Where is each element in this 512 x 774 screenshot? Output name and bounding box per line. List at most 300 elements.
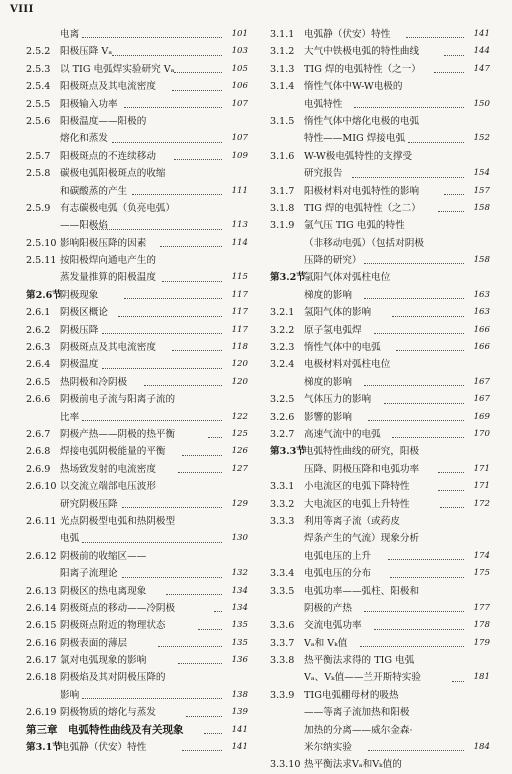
toc-entry-title: 阴极斑点及其电流密度 <box>60 342 156 354</box>
toc-entry <box>26 722 248 739</box>
toc-entry-number: 3.3.2 <box>270 498 295 510</box>
dot-leader <box>102 333 222 334</box>
dot-leader <box>198 629 222 630</box>
toc-entry-number: 3.1.6 <box>270 150 295 162</box>
toc-entry-page: 169 <box>473 411 490 422</box>
dot-leader <box>364 298 464 299</box>
toc-entry <box>270 322 490 339</box>
toc-entry-page: 166 <box>473 324 490 335</box>
toc-entry-title: 光点阴极型电弧和热阴极型 <box>60 515 176 527</box>
toc-entry-number: 3.1.8 <box>270 202 295 214</box>
dot-leader <box>82 37 222 38</box>
dot-leader <box>388 559 464 560</box>
toc-entry <box>26 43 248 60</box>
toc-entry-number: 2.6.3 <box>26 342 51 354</box>
dot-leader <box>112 142 222 143</box>
toc-entry-page: 179 <box>473 637 490 648</box>
toc-entry-page: 172 <box>473 498 490 509</box>
toc-entry-page: 152 <box>473 133 490 144</box>
toc-entry-number: 2.6.17 <box>26 655 57 667</box>
toc-entry <box>270 235 490 252</box>
toc-entry-title: 惰性气体中熔化电极的电弧 <box>304 115 420 127</box>
toc-entry-title: 阳极温度——阳极的 <box>60 115 147 127</box>
toc-entry-page: 120 <box>231 359 248 370</box>
dot-leader <box>208 437 222 438</box>
dot-leader <box>178 472 222 473</box>
toc-entry-number: 第3.1节 <box>26 742 62 754</box>
toc-entry-number: 2.5.7 <box>26 150 51 162</box>
toc-entry-number: 3.1.7 <box>270 185 295 197</box>
toc-entry <box>26 409 248 426</box>
toc-entry-page: 184 <box>473 742 490 753</box>
toc-entry <box>26 269 248 286</box>
dot-leader <box>162 281 222 282</box>
toc-entry-page: 136 <box>231 655 248 666</box>
toc-entry-title: 热平衡法求Vₐ和Vₖ值的 <box>304 759 402 771</box>
toc-entry-title: 比率 <box>60 411 80 423</box>
toc-entry-title: 小电流区的电弧下降特性 <box>304 481 410 493</box>
toc-entry-number: 2.6.14 <box>26 602 57 614</box>
toc-entry-number: 2.6.19 <box>26 707 57 719</box>
toc-entry-title: 阳极材料对电弧特性的影响 <box>304 185 420 197</box>
toc-entry-number: 2.6.6 <box>26 394 51 406</box>
toc-entry <box>26 600 248 617</box>
dot-leader <box>160 246 222 247</box>
dot-leader <box>364 385 464 386</box>
toc-entry-number: 3.1.4 <box>270 81 295 93</box>
dot-leader <box>112 55 222 56</box>
toc-entry <box>26 304 248 321</box>
toc-entry <box>270 43 490 60</box>
dot-leader <box>182 750 222 751</box>
toc-entry <box>270 513 490 530</box>
toc-entry-number: 3.2.5 <box>270 394 295 406</box>
toc-entry-title: W-W极电弧特性的支撑受 <box>304 150 413 162</box>
toc-entry-title: 电弧静（伏安）特性 <box>60 742 147 754</box>
toc-entry <box>270 183 490 200</box>
toc-entry-page: 132 <box>231 568 248 579</box>
toc-entry <box>270 530 490 547</box>
toc-entry <box>26 426 248 443</box>
toc-entry-number: 2.6.10 <box>26 481 57 493</box>
dot-leader <box>390 577 464 578</box>
toc-entry-page: 174 <box>473 550 490 561</box>
toc-entry-number: 2.6.5 <box>26 376 51 388</box>
toc-entry <box>270 78 490 95</box>
dot-leader <box>132 194 222 195</box>
toc-entry-title: 梯度的影响 <box>304 376 352 388</box>
toc-entry-number: 3.1.2 <box>270 46 295 58</box>
dot-leader <box>122 507 222 508</box>
toc-entry-number: 3.3.6 <box>270 620 295 632</box>
toc-entry-title: 研究报告 <box>304 168 343 180</box>
toc-entry-number: 2.6.18 <box>26 672 57 684</box>
toc-entry-page: 150 <box>473 98 490 109</box>
toc-entry-page: 122 <box>231 411 248 422</box>
toc-entry-title: 氩阳气体对弧柱电位 <box>304 272 391 284</box>
dot-leader <box>374 629 464 630</box>
toc-entry <box>270 409 490 426</box>
toc-entry-page: 125 <box>231 428 248 439</box>
toc-entry-title: 熔化和蒸发 <box>60 133 108 145</box>
toc-entry <box>26 96 248 113</box>
dot-leader <box>172 90 222 91</box>
toc-entry-page: 134 <box>231 602 248 613</box>
toc-entry <box>26 461 248 478</box>
dot-leader <box>434 72 464 73</box>
toc-entry-number: 2.5.5 <box>26 98 51 110</box>
toc-entry-title: 特性——MIG 焊接电弧 <box>304 133 406 145</box>
toc-entry-number: 2.6.15 <box>26 620 57 632</box>
toc-entry <box>270 617 490 634</box>
toc-entry-title: 电弧电压的分布 <box>304 568 372 580</box>
dot-leader <box>438 211 464 212</box>
toc-entry <box>270 600 490 617</box>
page-number: VIII <box>10 4 34 15</box>
toc-entry-title: 碳极电弧阳极斑点的收缩 <box>60 168 166 180</box>
toc-entry-title: 阴极前的收缩区—— <box>60 550 147 562</box>
toc-entry <box>270 374 490 391</box>
toc-entry-title: 氯对电弧现象的影响 <box>60 655 147 667</box>
toc-entry-page: 181 <box>473 672 490 683</box>
toc-entry-title: 阴极区概论 <box>60 307 108 319</box>
toc-entry <box>26 669 248 686</box>
toc-entry-page: 166 <box>473 342 490 353</box>
dot-leader <box>82 698 222 699</box>
toc-entry <box>26 635 248 652</box>
toc-entry-number: 2.6.2 <box>26 324 51 336</box>
toc-entry-page: 178 <box>473 620 490 631</box>
toc-entry-number: 第3.3节 <box>270 446 306 458</box>
toc-entry <box>26 148 248 165</box>
dot-leader <box>396 350 464 351</box>
toc-entry-title: TIG 焊的电弧特性（之二） <box>304 202 421 214</box>
toc-entry-number: 2.6.16 <box>26 637 57 649</box>
toc-entry-page: 103 <box>231 46 248 57</box>
toc-entry-title: 阳极压降 Vₐ <box>60 46 113 58</box>
toc-entry-page: 115 <box>231 272 248 283</box>
toc-entry <box>26 391 248 408</box>
toc-entry <box>26 339 248 356</box>
toc-entry <box>270 356 490 373</box>
toc-entry <box>26 183 248 200</box>
toc-entry-number: 2.6.7 <box>26 428 51 440</box>
toc-entry-title: 氩气压 TIG 电弧的特性 <box>304 220 405 232</box>
toc-entry-number: 3.1.9 <box>270 220 295 232</box>
toc-entry-page: 171 <box>473 481 490 492</box>
toc-entry-number: 3.3.4 <box>270 568 295 580</box>
toc-entry-title: 电弧静（伏安）特性 <box>304 29 391 40</box>
dot-leader <box>408 142 464 143</box>
toc-entry <box>26 61 248 78</box>
toc-entry <box>26 165 248 182</box>
toc-entry <box>26 130 248 147</box>
toc-entry-page: 135 <box>231 620 248 631</box>
dot-leader <box>82 542 222 543</box>
toc-entry-title: 影響的影响 <box>304 411 352 423</box>
toc-entry <box>26 687 248 704</box>
toc-entry-title: ——阳极焰 <box>60 220 108 232</box>
toc-entry-number: 2.6.4 <box>26 359 51 371</box>
dot-leader <box>182 455 222 456</box>
toc-entry-title: 以交流立端部电压波形 <box>60 481 156 493</box>
toc-entry-title: TIG 焊的电弧特性（之一） <box>304 63 421 75</box>
toc-entry-page: 141 <box>231 724 248 735</box>
dot-leader <box>438 490 464 491</box>
toc-entry-number: 3.2.3 <box>270 342 295 354</box>
toc-entry <box>26 617 248 634</box>
dot-leader <box>172 350 222 351</box>
toc-entry-page: 141 <box>473 29 490 39</box>
toc-entry-title: 电弧特性 <box>304 98 343 110</box>
toc-entry-number: 2.5.9 <box>26 202 51 214</box>
toc-entry-title: 热阴极和冷阴极 <box>60 376 128 388</box>
toc-entry-title: 加热的分离——威尔金森· <box>304 724 413 736</box>
toc-entry <box>270 461 490 478</box>
dot-leader <box>214 611 222 612</box>
toc-entry <box>26 496 248 513</box>
toc-entry-page: 106 <box>231 81 248 92</box>
toc-entry-number: 3.3.1 <box>270 481 295 493</box>
toc-entry-title: 阳极斑点及其电流密度 <box>60 81 156 93</box>
dot-leader <box>122 577 222 578</box>
toc-entry-title: 阴极产热——阴极的热平衡 <box>60 428 176 440</box>
toc-entry-number: 2.5.6 <box>26 115 51 127</box>
toc-entry-page: 141 <box>231 742 248 753</box>
toc-entry <box>270 687 490 704</box>
toc-entry <box>270 583 490 600</box>
toc-entry-title: 电弧功率——弧柱、阳极和 <box>304 585 420 597</box>
toc-entry-title: 热场致发射的电流密度 <box>60 463 156 475</box>
toc-entry <box>270 252 490 269</box>
toc-entry-title: TIG电弧棚母材的吸热 <box>304 689 399 701</box>
dot-leader <box>144 385 222 386</box>
toc-entry-page: 167 <box>473 394 490 405</box>
toc-entry-title: 电弧特性曲线的研究，阳极 <box>304 446 420 458</box>
toc-entry-page: 134 <box>231 585 248 596</box>
toc-entry-page: 129 <box>231 498 248 509</box>
toc-entry-title: 大气中铁极电弧的特性曲线 <box>304 46 420 58</box>
toc-entry <box>270 635 490 652</box>
toc-entry-title: 高速气流中的电弧 <box>304 428 381 440</box>
toc-entry-page: 105 <box>231 63 248 74</box>
dot-leader <box>92 229 222 230</box>
dot-leader <box>186 716 222 717</box>
toc-entry-page: 127 <box>231 463 248 474</box>
toc-entry-page: 154 <box>473 168 490 179</box>
dot-leader <box>440 507 464 508</box>
toc-entry <box>26 739 248 756</box>
toc-entry-page: 114 <box>231 237 248 248</box>
toc-entry-number: 2.5.10 <box>26 237 57 249</box>
toc-entry <box>270 756 490 773</box>
dot-leader <box>444 55 464 56</box>
toc-entry-title: 压降、阴极压降和电弧功率 <box>304 463 420 475</box>
toc-entry-title: 阳离子流理论 <box>60 568 118 580</box>
toc-entry <box>270 722 490 739</box>
dot-leader <box>204 733 222 734</box>
toc-entry-title: 压降的研究） <box>304 255 362 267</box>
toc-entry-title: 阴极区的热电离现象 <box>60 585 147 597</box>
toc-entry-number: 第3.2节 <box>270 272 306 284</box>
dot-leader <box>438 472 464 473</box>
toc-entry-title: 惰性气体中的电弧 <box>304 342 381 354</box>
toc-entry-number: 3.2.2 <box>270 324 295 336</box>
toc-entry <box>26 478 248 495</box>
dot-leader <box>174 72 222 73</box>
toc-entry-page: 101 <box>231 29 248 39</box>
toc-entry-number: 3.3.10 <box>270 759 301 771</box>
toc-entry-title: 电极材料对弧柱电位 <box>304 359 391 371</box>
toc-entry <box>270 113 490 130</box>
toc-entry-title: 阴极斑点的移动——冷阴极 <box>60 602 176 614</box>
toc-entry <box>270 426 490 443</box>
toc-entry <box>270 61 490 78</box>
toc-entry-title: 大电流区的电弧上升特性 <box>304 498 410 510</box>
toc-entry <box>270 496 490 513</box>
toc-entry-page: 163 <box>473 307 490 318</box>
toc-entry-title: 影响阳极压降的因素 <box>60 237 147 249</box>
dot-leader <box>364 263 464 264</box>
toc-entry-title: 阳极输入功率 <box>60 98 118 110</box>
toc-entry-title: 阴极表面的薄层 <box>60 637 128 649</box>
toc-entry-page: 167 <box>473 376 490 387</box>
toc-entry-title: 电离 <box>60 29 80 40</box>
dot-leader <box>452 681 464 682</box>
toc-entry <box>270 339 490 356</box>
toc-entry-page: 135 <box>231 637 248 648</box>
toc-entry-number: 2.6.1 <box>26 307 51 319</box>
toc-entry <box>26 26 248 43</box>
dot-leader <box>178 663 222 664</box>
toc-entry <box>270 669 490 686</box>
toc-entry-page: 147 <box>473 63 490 74</box>
toc-entry-title: 热平衡法求得的 TIG 电弧 <box>304 655 415 667</box>
toc-entry-page: 157 <box>473 185 490 196</box>
toc-entry-title: 阴极的产热 <box>304 602 352 614</box>
dot-leader <box>392 437 464 438</box>
toc-entry-number: 3.2.4 <box>270 359 295 371</box>
toc-entry <box>270 739 490 756</box>
toc-entry-number: 2.5.4 <box>26 81 51 93</box>
toc-entry-page: 177 <box>473 602 490 613</box>
toc-entry <box>270 200 490 217</box>
dot-leader <box>374 333 464 334</box>
toc-entry <box>270 391 490 408</box>
toc-entry-title: 焊条产生的气流）现象分析 <box>304 533 420 545</box>
toc-entry-title: 气体压力的影响 <box>304 394 372 406</box>
dot-leader <box>118 316 222 317</box>
toc-entry-number: 3.2.7 <box>270 428 295 440</box>
toc-entry <box>270 548 490 565</box>
toc-entry-title: 焊接电弧阴极能量的平衡 <box>60 446 166 458</box>
toc-entry-title: 阴极温度 <box>60 359 99 371</box>
toc-entry-page: 144 <box>473 46 490 57</box>
toc-entry-number: 2.5.2 <box>26 46 51 58</box>
toc-entry-page: 111 <box>231 185 248 196</box>
toc-entry <box>26 530 248 547</box>
toc-entry-title: 第三章 电弧特性曲线及有关现象 <box>26 723 184 736</box>
toc-entry-title: 梯度的影响 <box>304 289 352 301</box>
toc-entry <box>270 165 490 182</box>
toc-entry-number: 3.3.5 <box>270 585 295 597</box>
toc-entry-page: 117 <box>231 324 248 335</box>
toc-left-column <box>26 26 248 756</box>
toc-entry-number: 3.1.5 <box>270 115 295 127</box>
toc-entry-title: 阴极前电子流与阳离子流的 <box>60 394 176 406</box>
toc-entry <box>26 235 248 252</box>
toc-entry <box>270 304 490 321</box>
toc-entry-page: 117 <box>231 307 248 318</box>
toc-entry-number: 3.3.9 <box>270 689 295 701</box>
toc-entry-page: 107 <box>231 98 248 109</box>
toc-entry-page: 163 <box>473 289 490 300</box>
toc-entry-page: 175 <box>473 568 490 579</box>
toc-entry-title: 原子氢电弧焊 <box>304 324 362 336</box>
toc-entry <box>270 443 490 460</box>
toc-entry-number: 2.6.9 <box>26 463 51 475</box>
toc-entry-title: 电弧 <box>60 533 80 545</box>
toc-entry <box>26 565 248 582</box>
toc-entry <box>26 583 248 600</box>
dot-leader <box>82 420 222 421</box>
toc-entry-number: 2.5.11 <box>26 255 57 267</box>
toc-entry-number: 2.6.12 <box>26 550 57 562</box>
toc-entry-number: 3.3.8 <box>270 655 295 667</box>
toc-entry <box>270 148 490 165</box>
toc-entry-number: 3.2.1 <box>270 307 295 319</box>
toc-entry-page: 113 <box>231 220 248 231</box>
toc-entry-title: ——等离子流加热和阳极 <box>304 707 410 719</box>
toc-entry-title: 阴极现象 <box>60 289 99 301</box>
toc-entry-page: 139 <box>231 707 248 718</box>
toc-entry <box>26 443 248 460</box>
dot-leader <box>368 750 464 751</box>
toc-entry-title: 阴极压降 <box>60 324 99 336</box>
toc-entry <box>270 130 490 147</box>
toc-entry <box>26 548 248 565</box>
toc-entry-page: 107 <box>231 133 248 144</box>
toc-entry-page: 158 <box>473 202 490 213</box>
toc-entry-page: 117 <box>231 289 248 300</box>
toc-entry-title: 阳极斑点的不连续移动 <box>60 150 156 162</box>
dot-leader <box>124 107 222 108</box>
toc-entry-number: 3.1.3 <box>270 63 295 75</box>
toc-entry <box>26 356 248 373</box>
toc-entry <box>270 26 490 43</box>
toc-right-column <box>270 26 490 774</box>
toc-entry <box>270 652 490 669</box>
toc-entry <box>26 513 248 530</box>
dot-leader <box>360 646 464 647</box>
dot-leader <box>124 298 222 299</box>
dot-leader <box>354 107 464 108</box>
dot-leader <box>406 37 464 38</box>
toc-entry <box>270 565 490 582</box>
toc-entry-title: 利用等离子流（或药皮 <box>304 515 400 527</box>
toc-entry <box>26 704 248 721</box>
toc-entry <box>270 478 490 495</box>
toc-entry-title: 和碳酸蒸的产生 <box>60 185 128 197</box>
toc-entry-number: 2.6.11 <box>26 515 57 527</box>
toc-entry <box>270 704 490 721</box>
toc-entry-page: 138 <box>231 689 248 700</box>
toc-entry-title: 阴极焰及其对阴极压降的 <box>60 672 166 684</box>
toc-entry <box>270 287 490 304</box>
toc-entry <box>26 200 248 217</box>
toc-entry <box>270 269 490 286</box>
toc-entry-page: 126 <box>231 446 248 457</box>
